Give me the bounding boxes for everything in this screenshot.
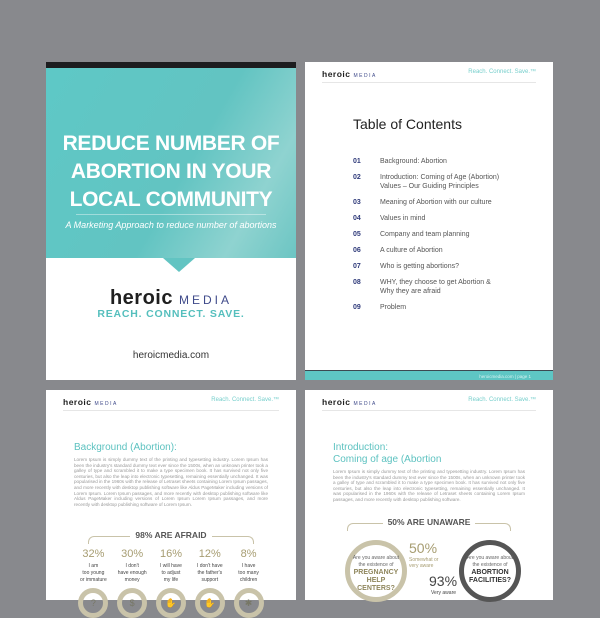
stat-item bbox=[74, 548, 112, 618]
body-text: Lorem Ipsum is simply dummy text of the printing and typesetting industry. Lorem Ipsum has been the industry's standard dummy text ever since the 1500s, when an unknown printer took a galley of type and scrambled it to make a type specimen book. It has survived not only five centuries, but also the leap into electronic typesetting, remaining essentially unchanged. It was popularised in the 1960s with the release of Letraset sheets containing Lorem Ipsum passages, and more recently with desktop publishing software. bbox=[333, 469, 525, 502]
stat-item bbox=[230, 548, 268, 618]
stat-percent: 32% bbox=[82, 548, 105, 560]
toc-item[interactable] bbox=[353, 278, 533, 296]
toc-label: Who is getting abortions? bbox=[380, 263, 459, 270]
toc-number: 09 bbox=[353, 304, 361, 311]
cover-title: REDUCE NUMBER OF ABORTION IN YOUR LOCAL COMMUNITY bbox=[62, 132, 280, 211]
logo-media: MEDIA bbox=[179, 293, 233, 307]
stat-percent: 16% bbox=[159, 548, 182, 560]
toc-number: 03 bbox=[353, 199, 361, 206]
introduction-page bbox=[305, 390, 553, 600]
stat-percent: 93% bbox=[429, 573, 458, 589]
question-emphasis: PREGNANCY HELP CENTERS? bbox=[353, 569, 399, 592]
section-heading: Introduction: bbox=[333, 442, 389, 453]
stat-desc: I don't have enough money bbox=[117, 563, 147, 583]
stat-percent: 30% bbox=[121, 548, 144, 560]
background-page bbox=[46, 390, 296, 608]
toc-number: 07 bbox=[353, 263, 361, 270]
toc-number: 08 bbox=[353, 279, 361, 286]
cover-hero bbox=[46, 68, 296, 258]
children-icon: ✱ bbox=[234, 588, 264, 618]
stat-desc: I will have to adjust my life bbox=[160, 563, 182, 583]
toc-number: 04 bbox=[353, 215, 361, 222]
toc-item[interactable] bbox=[353, 230, 533, 239]
toc-item[interactable] bbox=[353, 303, 533, 312]
toc-list bbox=[353, 157, 533, 319]
brand-logo bbox=[63, 397, 118, 407]
section-subheading: Coming of age (Abortion bbox=[333, 454, 442, 465]
brand-logo bbox=[46, 287, 296, 310]
website-url[interactable]: heroicmedia.com bbox=[132, 350, 210, 361]
stat-desc: Very aware bbox=[431, 590, 457, 596]
notch-arrow bbox=[163, 258, 195, 272]
toc-item[interactable] bbox=[353, 157, 533, 166]
toc-label: A culture of Abortion bbox=[380, 247, 443, 254]
toc-label: Problem bbox=[380, 304, 407, 311]
toc-item[interactable] bbox=[353, 246, 533, 255]
toc-item[interactable] bbox=[353, 173, 533, 191]
band-label: 50% ARE UNAWARE bbox=[383, 517, 476, 527]
toc-label: WHY, they choose to get Abortion & Why they are afraid bbox=[380, 279, 491, 295]
header-tagline: Reach. Connect. Save.™ bbox=[468, 69, 536, 75]
brand-logo bbox=[322, 397, 377, 407]
toc-number: 01 bbox=[353, 158, 361, 165]
infographic-title bbox=[305, 517, 553, 527]
question-text: Are you aware about the existence of bbox=[466, 555, 514, 568]
body-text: Lorem Ipsum is simply dummy text of the printing and typesetting industry. Lorem Ipsum has been the industry's standard dummy text ever since the 1500s, when an unknown printer took a galley of type and scrambled it to make a type specimen book. It has survived not only five centuries, but also the leap into electronic typesetting, remaining essentially unchanged. It was popularised in the 1960s with the release of Letraset sheets containing Lorem Ipsum passages, and more recently with desktop publishing software like Aldus PageMaker including versions of Lorem Ipsum. Lorem Ipsum passages, and more recently with desktop publishing software like Aldus PageMaker including versions of Lorem Ipsum Lorem Ipsum passages, and more recently with desktop publishing software of Lorem Ipsum. bbox=[74, 457, 268, 507]
question-icon: ? bbox=[78, 588, 108, 618]
tagline: REACH. CONNECT. SAVE. bbox=[97, 308, 245, 320]
abortion-facilities-circle bbox=[459, 540, 521, 602]
toc-label: Values in mind bbox=[380, 215, 426, 222]
page-header bbox=[63, 397, 279, 411]
question-text: Are you aware about the existence of bbox=[352, 555, 400, 568]
brand-logo bbox=[322, 69, 377, 79]
band-label: 98% ARE AFRAID bbox=[130, 530, 211, 540]
logo-media: MEDIA bbox=[353, 401, 377, 407]
toc-item[interactable] bbox=[353, 198, 533, 207]
logo-heroic: heroic bbox=[63, 397, 92, 407]
stat-desc: I have too many children bbox=[238, 563, 259, 583]
toc-label: Meaning of Abortion with our culture bbox=[380, 199, 492, 206]
toc-label: Background: Abortion bbox=[380, 158, 447, 165]
cover-subtitle: A Marketing Approach to reduce number of abortions bbox=[65, 220, 277, 230]
page-footer: heroicmedia.com | page 1 bbox=[305, 370, 553, 380]
toc-number: 05 bbox=[353, 231, 361, 238]
stat-desc: I don't have the father's support bbox=[196, 563, 223, 583]
stat-desc: I am too young or immature bbox=[80, 563, 107, 583]
open-hand-icon: ✋ bbox=[195, 588, 225, 618]
toc-label: Introduction: Coming of Age (Abortion) Values – Our Guiding Principles bbox=[380, 174, 500, 190]
stat-percent: 50% bbox=[409, 540, 438, 556]
logo-heroic: heroic bbox=[109, 287, 173, 309]
stats-row bbox=[46, 548, 296, 618]
logo-media: MEDIA bbox=[94, 401, 118, 407]
dollar-icon: $ bbox=[117, 588, 147, 618]
stat-percent: 8% bbox=[240, 548, 257, 560]
stat-item bbox=[191, 548, 229, 618]
header-tagline: Reach. Connect. Save.™ bbox=[468, 397, 536, 403]
hand-icon: ✋ bbox=[156, 588, 186, 618]
stat-percent: 12% bbox=[198, 548, 221, 560]
toc-label: Company and team planning bbox=[380, 231, 470, 238]
stat-desc: Somewhat or very aware bbox=[409, 557, 439, 569]
stat-item bbox=[152, 548, 190, 618]
toc-item[interactable] bbox=[353, 262, 533, 271]
toc-title: Table of Contents bbox=[353, 116, 462, 132]
section-heading: Background (Abortion): bbox=[74, 442, 177, 453]
logo-media: MEDIA bbox=[353, 73, 377, 79]
header-tagline: Reach. Connect. Save.™ bbox=[211, 397, 279, 403]
cover-page bbox=[46, 62, 296, 380]
toc-number: 06 bbox=[353, 247, 361, 254]
stat-item bbox=[113, 548, 151, 618]
pregnancy-centers-circle bbox=[345, 540, 407, 602]
toc-page bbox=[305, 62, 553, 380]
logo-heroic: heroic bbox=[322, 397, 351, 407]
toc-number: 02 bbox=[353, 174, 361, 181]
logo-heroic: heroic bbox=[322, 69, 351, 79]
infographic-title bbox=[46, 530, 296, 540]
question-emphasis: ABORTION FACILITIES? bbox=[469, 569, 511, 584]
page-header bbox=[322, 69, 536, 83]
page-header bbox=[322, 397, 536, 411]
toc-item[interactable] bbox=[353, 214, 533, 223]
divider bbox=[76, 214, 266, 215]
